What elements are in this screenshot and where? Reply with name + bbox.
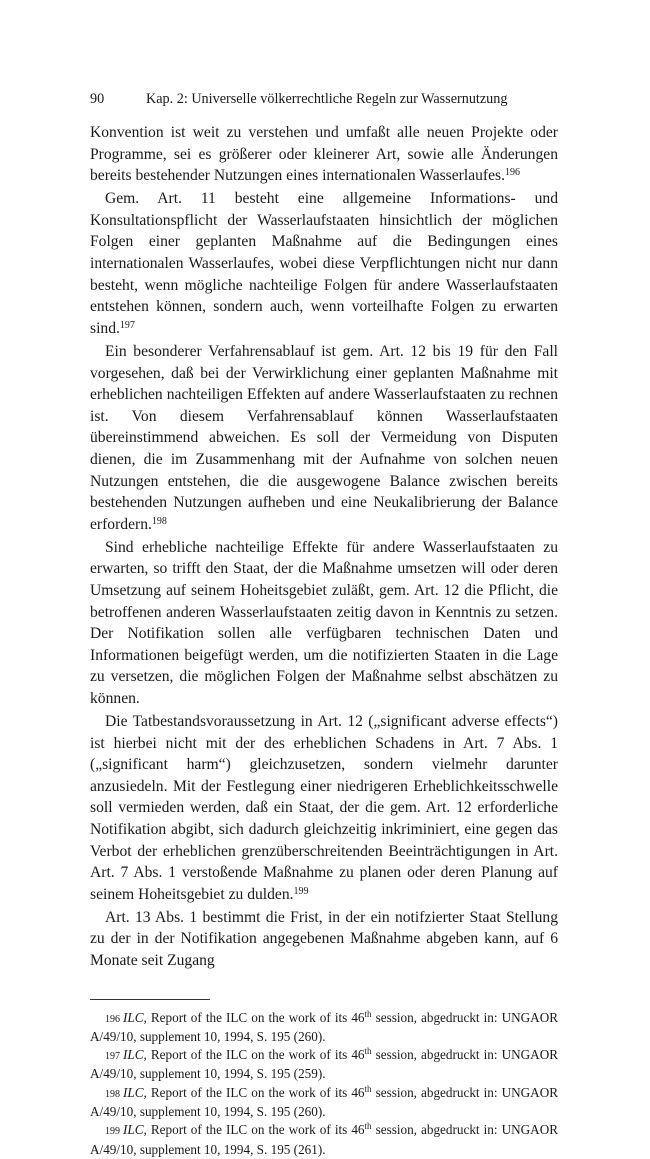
footnote: 198 ILC, Report of the ILC on the work of its 46th session, abgedruckt in: UNGAOR A/49/10, supplement 10, 1994, S. 195 (260). bbox=[90, 1083, 559, 1120]
footnote: 197 ILC, Report of the ILC on the work of its 46th session, abgedruckt in: UNGAOR A/49/10, supplement 10, 1994, S. 195 (259). bbox=[90, 1046, 559, 1082]
page-number: 90 bbox=[90, 91, 105, 107]
paragraph: Art. 13 Abs. 1 bestimmt die Frist, in der ein notifzierter Staat Stellung zu der in der Notifikation angegebenen Maßnahme abgeben kann, auf 6 Monate seit Zugang bbox=[90, 908, 558, 970]
footnote-ref: 198 bbox=[151, 515, 167, 527]
paragraph: Sind erhebliche nachteilige Effekte für andere Wasserlaufstaaten zu erwarten, so trifft den Staat, der die Maßnahme umsetzen will oder deren Umsetzung auf seinem Hoheitsgebiet zuläßt, gem. Art. 12 die Pflicht, die betroffenen anderen Wasserlaufstaaten zeitig davon in Kenntnis zu setzen. Der Notifikation sollen alle verfügbaren technischen Daten und Informationen beigefügt werden, um die notifizierten Staaten in die Lage zu versetzen, die möglichen Folgen der Maßnahme selbst abschätzen zu können. bbox=[90, 538, 558, 707]
footnote-number: 196 bbox=[105, 1013, 120, 1025]
footnote-ref: 196 bbox=[505, 167, 521, 179]
footnote-ref: 197 bbox=[119, 319, 135, 331]
footnote-number: 199 bbox=[105, 1126, 120, 1138]
book-page bbox=[90, 90, 558, 1159]
footnotes bbox=[90, 1009, 558, 1158]
footnote: 196 ILC, Report of the ILC on the work of its 46th session, abgedruckt in: UNGAOR A/49/10, supplement 10, 1994, S. 195 (260). bbox=[90, 1008, 559, 1044]
footnote: 199 ILC, Report of the ILC on the work of its 46th session, abgedruckt in: UNGAOR A/49/10, supplement 10, 1994, S. 195 (261). bbox=[90, 1121, 559, 1157]
footnote-number: 198 bbox=[105, 1088, 120, 1100]
paragraph: Ein besonderer Verfahrensablauf ist gem. Art. 12 bis 19 für den Fall vorgesehen, daß bei der Verwirklichung einer geplanten Maßnahme mit erheblichen nachteiligen Effekten auf andere Wasserlaufstaaten zu rechnen ist. Von diesem Verfahrensablauf können Wasserlaufstaaten übereinstimmend abweichen. Es soll der Vermeidung von Disputen dienen, die im Zusammenhang mit der Aufnahme von solchen neuen Nutzungen entstehen, die die ausgewogene Balance zwischen bereits bestehenden Nutzungen aufheben und eine Neukalibrierung der Balance erfordern.$^{198}$ bbox=[90, 342, 558, 533]
footnote-number: 197 bbox=[105, 1051, 120, 1063]
paragraph: Gem. Art. 11 besteht eine allgemeine Informations- und Konsultationspflicht der Wasserlaufstaaten hinsichtlich der möglichen Folgen einer geplanten Maßnahme auf die Bedingungen eines internationalen Wasserlaufes, wobei diese Verpflichtungen nicht nur dann besteht, wenn mögliche nachteilige Folgen für andere Wasserlaufstaaten entstehen können, sondern auch, wenn vorteilhafte Folgen zu erwarten sind.$^{197}$ bbox=[90, 190, 558, 337]
running-header bbox=[90, 90, 558, 112]
body-text bbox=[90, 122, 558, 972]
footnote-divider bbox=[90, 999, 210, 1000]
paragraph: Die Tatbestandsvoraussetzung in Art. 12 („significant adverse effects“) ist hierbei nicht mit der des erheblichen Schadens in Art. 7 Abs. 1 („significant harm“) gleichzusetzen, sondern vielmehr darunter anzusiedeln. Mit der Festlegung einer niedrigeren Erheblichkeitsschwelle soll vermieden werden, daß ein Staat, der die gem. Art. 12 erforderliche Notifikation abgibt, sich dadurch gleichzeitig inkriminiert, eine gegen das Verbot der erheblichen grenzüberschreitenden Beeinträchtigungen in Art. Art. 7 Abs. 1 verstoßende Maßnahme zu planen oder deren Planung auf seinem Hoheitsgebiet zu dulden.$^{199}$ bbox=[90, 713, 558, 903]
running-title: Kap. 2: Universelle völkerrechtliche Regeln zur Wassernutzung bbox=[146, 91, 508, 107]
paragraph: Konvention ist weit zu verstehen und umfaßt alle neuen Projekte oder Programme, sei es größerer oder kleinerer Art, sowie alle Änderungen bereits bestehender Nutzungen eines internationalen Wasserlaufes.$^{196}$ bbox=[90, 124, 558, 185]
footnote-ref: 199 bbox=[293, 885, 309, 897]
